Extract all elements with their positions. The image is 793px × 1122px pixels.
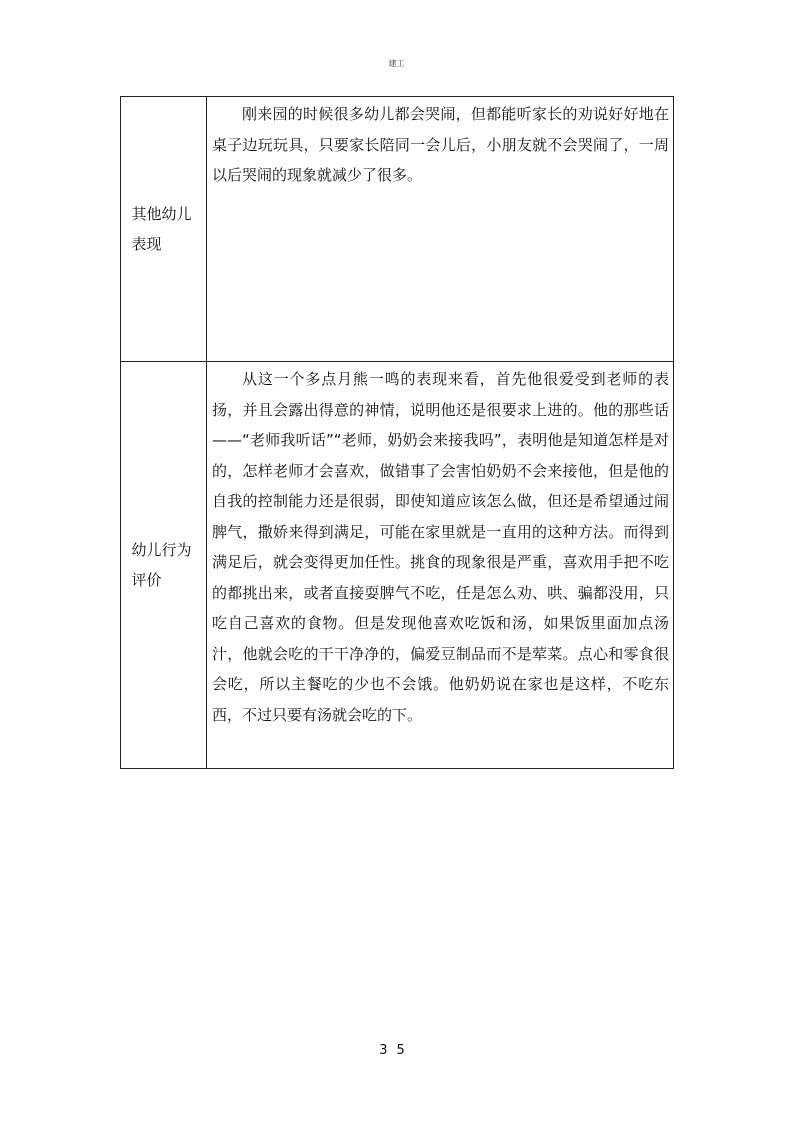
row-label-cell [121, 362, 207, 769]
row-label-behavior-evaluation: 幼儿行为评价 [131, 541, 192, 589]
row-content-behavior-evaluation: 从这一个多点月熊一鸣的表现来看，首先他很爱受到老师的表扬，并且会露出得意的神情，说明他还是很要求上进的。他的那些话——“老师我听话”“老师，奶奶会来接我吗”，表明他是知道怎样是对的，怎样老师才会喜欢，做错事了会害怕奶奶不会来接他，但是他的自我的控制能力还是很弱，即使知道应该怎么做，但还是希望通过闹脾气，撒娇来得到满足，可能在家里就是一直用的这种方法。而得到满足后，就会变得更加任性。挑食的现象很是严重，喜欢用手把不吃的都挑出来，或者直接耍脾气不吃，任是怎么劝、哄、骗都没用，只吃自己喜欢的食物。但是发现他喜欢吃饭和汤，如果饭里面加点汤汁，他就会吃的干干净净的，偏爱豆制品而不是荤菜。点心和零食很会吃，所以主餐吃的少也不会饿。他奶奶说在家也是这样，不吃东西，不过只要有汤就会吃的下。 [212, 370, 669, 724]
row-label-other-children: 其他幼儿表现 [131, 205, 192, 253]
observation-table [120, 96, 674, 769]
page-number: 35 [379, 1043, 414, 1058]
table-row-other-children [121, 97, 674, 362]
table-row-behavior-evaluation [121, 362, 674, 769]
row-label-cell [121, 97, 207, 362]
row-content-cell [207, 362, 674, 769]
row-content-cell [207, 97, 674, 362]
row-content-other-children: 刚来园的时候很多幼儿都会哭闹，但都能听家长的劝说好好地在桌子边玩玩具，只要家长陪同一会儿后，小朋友就不会哭闹了，一周以后哭闹的现象就减少了很多。 [212, 105, 669, 184]
header-mark: 建工 [388, 59, 405, 68]
